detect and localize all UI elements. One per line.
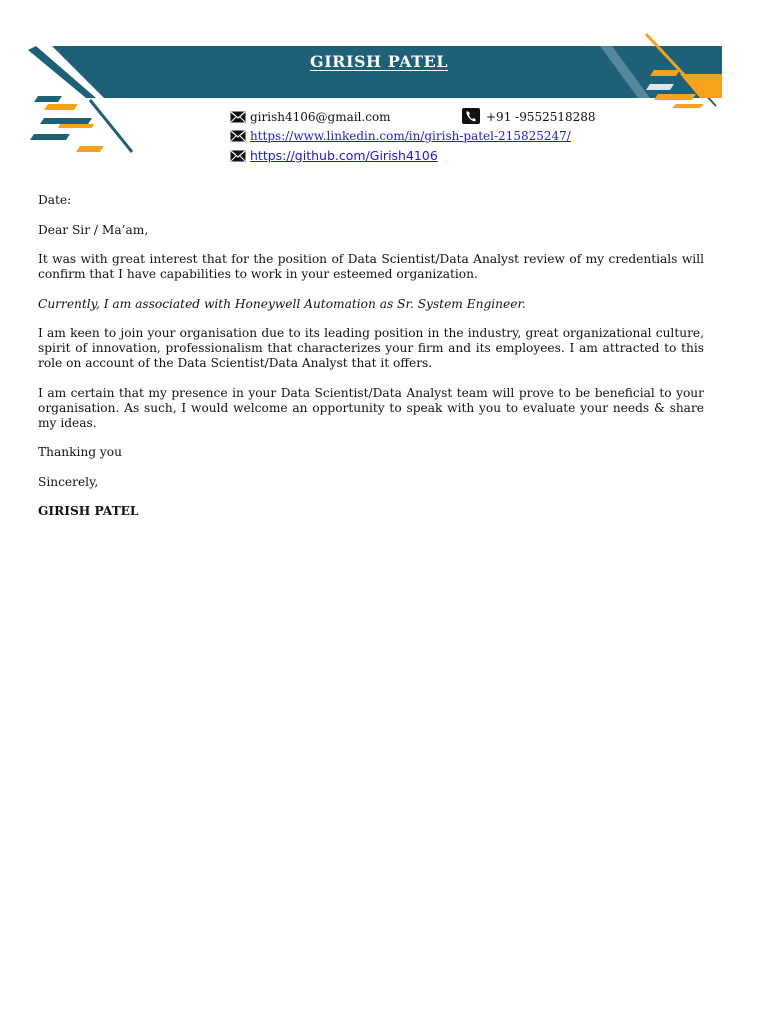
- signature: GIRISH PATEL: [38, 504, 139, 518]
- github-link[interactable]: https://github.com/Girish4106: [250, 148, 438, 163]
- envelope-icon: [230, 130, 246, 142]
- paragraph-motivation: I am keen to join your organisation due to its leading position in the industry, great organizational culture, spirit of innovation, professionalism that characterizes your firm and its employees. I am attracted to this role on account of the Data Scientist/Data Analyst that it offers.: [38, 326, 704, 370]
- header-banner: [0, 0, 768, 170]
- linkedin-link[interactable]: https://www.linkedin.com/in/girish-patel-215825247/: [250, 129, 571, 143]
- phone-icon: [462, 108, 480, 124]
- date-line: Date:: [38, 193, 72, 207]
- closing-line: Sincerely,: [38, 474, 99, 489]
- email-row: [230, 110, 391, 124]
- envelope-icon: [230, 150, 246, 162]
- phone-text[interactable]: +91 -9552518288: [486, 110, 596, 124]
- envelope-icon: [230, 111, 246, 123]
- linkedin-row: [230, 129, 571, 143]
- paragraph-interest: It was with great interest that for the position of Data Scientist/Data Analyst review of my credentials will confirm that I have capabilities to work in your esteemed organization.: [38, 252, 704, 281]
- paragraph-closing: I am certain that my presence in your Data Scientist/Data Analyst team will prove to be beneficial to your organisation. As such, I would welcome an opportunity to speak with you to evaluate your needs & share my ideas.: [38, 385, 704, 430]
- letter-body: [38, 193, 704, 534]
- email-text[interactable]: girish4106@gmail.com: [250, 110, 391, 124]
- applicant-name: GIRISH PATEL: [310, 52, 448, 71]
- salutation: Dear Sir / Ma’am,: [38, 222, 149, 237]
- phone-row: [462, 107, 596, 124]
- thanks-line: Thanking you: [38, 445, 122, 459]
- github-row: [230, 148, 438, 163]
- paragraph-current-role: Currently, I am associated with Honeywell Automation as Sr. System Engineer.: [38, 296, 526, 311]
